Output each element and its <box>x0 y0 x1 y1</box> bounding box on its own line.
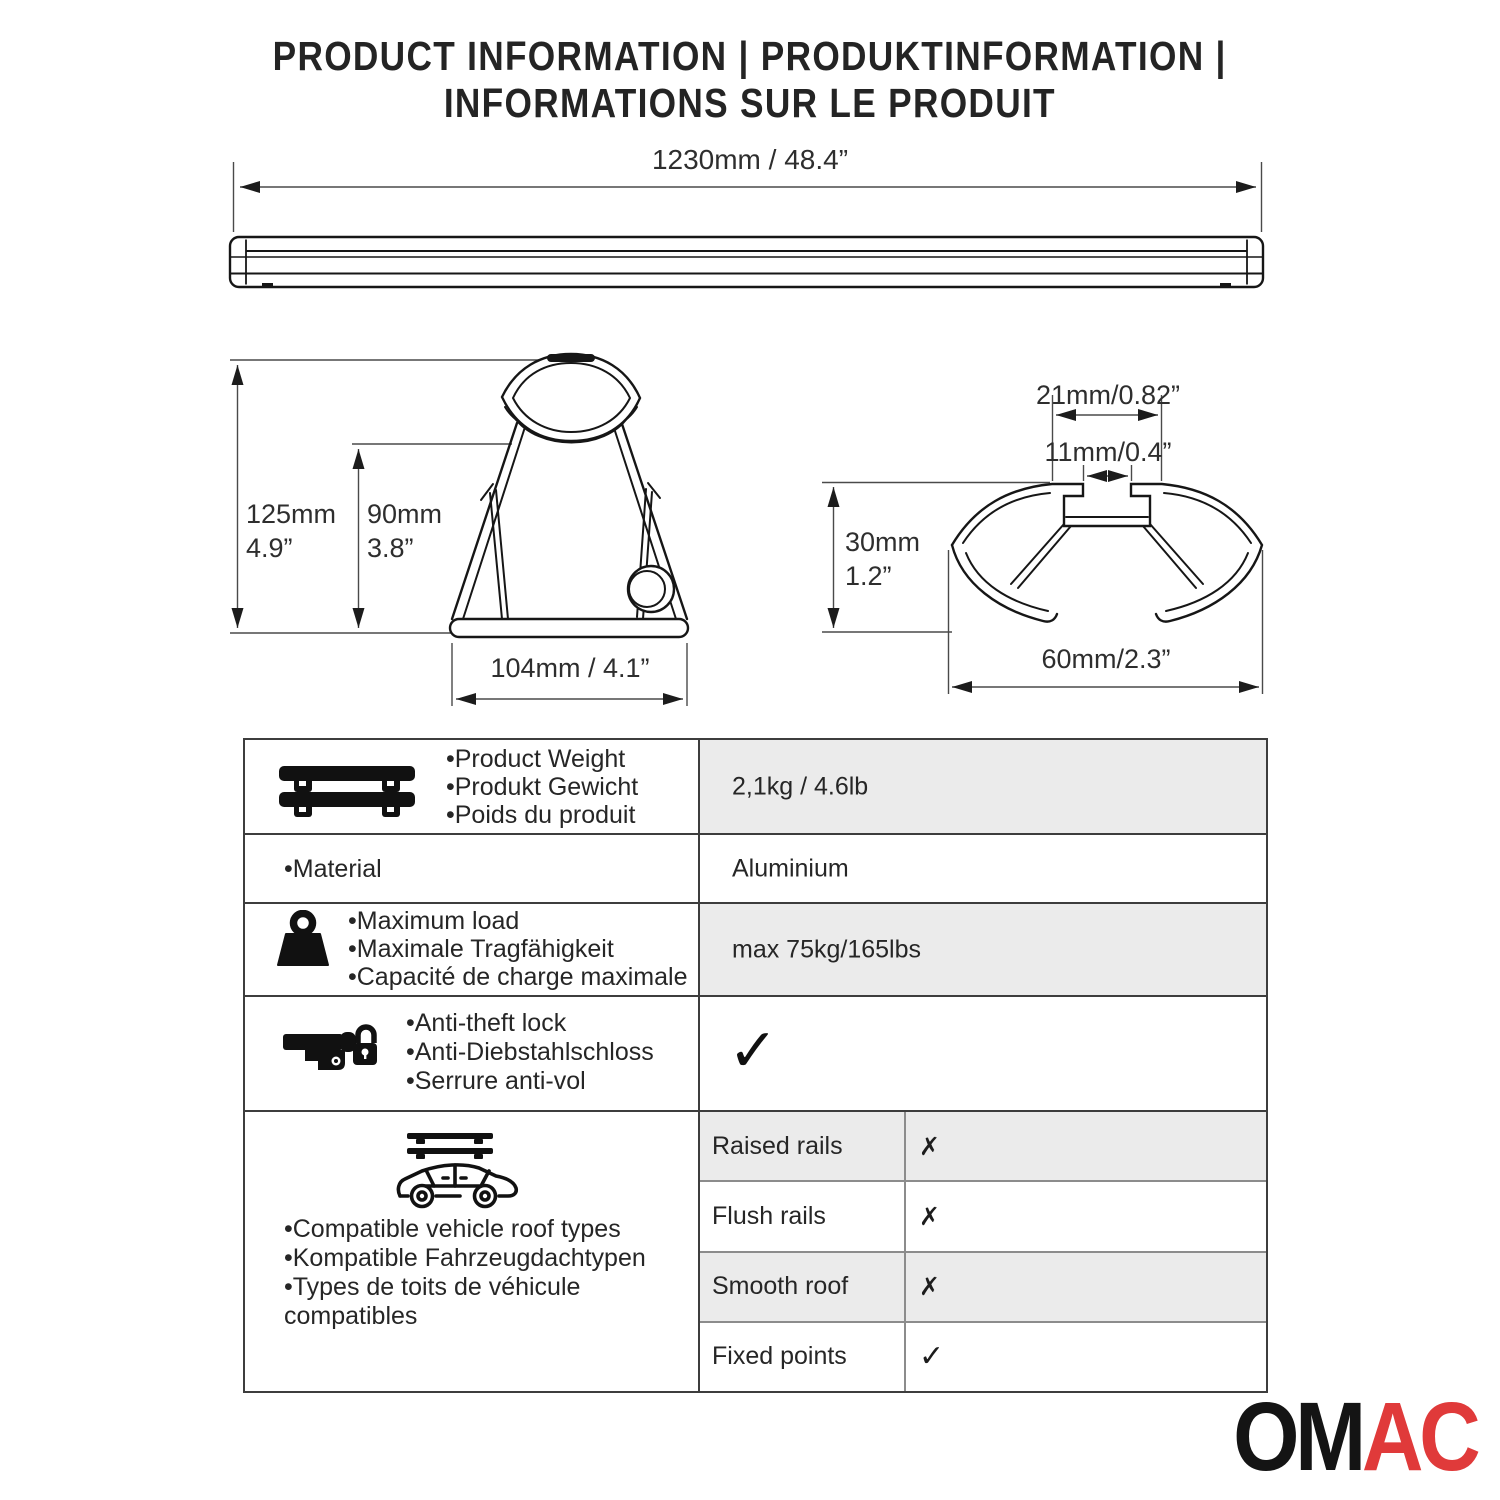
label-line: •Compatible vehicle roof types <box>284 1215 621 1243</box>
profile-outline <box>952 484 1262 622</box>
material-value: Aluminium <box>732 854 849 882</box>
label-line: compatibles <box>284 1302 418 1330</box>
label-line: •Anti-theft lock <box>406 1009 567 1037</box>
label-line: •Maximale Tragfähigkeit <box>348 935 614 963</box>
dim-label-foot-inner-height-in: 3.8” <box>367 533 414 563</box>
bar-profile-section-drawing <box>815 375 1280 705</box>
roof-type-label: Smooth roof <box>700 1253 906 1321</box>
roof-type-row-raised-rails <box>700 1112 1266 1180</box>
label-line: •Product Weight <box>446 745 626 773</box>
label-line: •Material <box>284 854 382 883</box>
dim-label-profile-height-mm: 30mm <box>845 527 921 557</box>
foot-front-view-drawing <box>225 345 705 715</box>
roof-type-row-fixed-points <box>700 1321 1266 1391</box>
row-labels <box>284 855 382 883</box>
crossbar-side-view-drawing <box>220 140 1280 300</box>
table-row-maximum-load <box>245 902 1266 995</box>
page-title-line-2: INFORMATIONS SUR LE PRODUIT <box>443 80 1057 126</box>
dim-label-bar-length: 1230mm / 48.4” <box>651 144 849 175</box>
row-labels <box>406 1009 654 1096</box>
crossbar-outline <box>230 237 1263 287</box>
page-title <box>0 33 1500 127</box>
weight-icon <box>273 910 333 966</box>
roof-type-mark: ✗ <box>919 1131 940 1161</box>
roof-type-label: Fixed points <box>700 1323 906 1391</box>
roof-type-mark: ✗ <box>919 1272 940 1302</box>
roof-type-row-smooth-roof <box>700 1251 1266 1321</box>
roof-type-label: Flush rails <box>700 1182 906 1250</box>
car-roof-icon <box>395 1133 525 1215</box>
roof-type-row-flush-rails <box>700 1180 1266 1250</box>
label-line: •Maximum load <box>348 907 520 935</box>
label-line: •Produkt Gewicht <box>446 773 639 801</box>
dim-label-outer-slot: 21mm/0.82” <box>1035 380 1181 410</box>
label-line: •Anti-Diebstahlschloss <box>406 1038 654 1066</box>
table-row-material <box>245 833 1266 902</box>
label-line: •Kompatible Fahrzeugdachtypen <box>284 1244 646 1272</box>
logo-text-black: OM <box>1232 1382 1362 1491</box>
row-labels <box>284 1215 646 1331</box>
table-row-roof-types <box>245 1110 1266 1391</box>
label-line: •Serrure anti-vol <box>406 1067 586 1095</box>
foot-outline <box>450 354 688 637</box>
label-line: •Poids du produit <box>446 801 636 829</box>
label-line: •Types de toits de véhicule <box>284 1273 581 1301</box>
row-labels <box>446 745 638 829</box>
dim-label-foot-inner-height-mm: 90mm <box>367 499 443 529</box>
omac-logo <box>1200 1382 1476 1491</box>
page-title-line-1: PRODUCT INFORMATION | PRODUKTINFORMATION | <box>272 33 1228 79</box>
logo-text-red: AC <box>1361 1382 1476 1491</box>
roof-type-mark: ✗ <box>919 1201 940 1231</box>
table-row-product-weight <box>245 740 1266 833</box>
product-weight-value: 2,1kg / 4.6lb <box>732 772 869 800</box>
spec-table <box>243 738 1268 1393</box>
dim-label-profile-height-in: 1.2” <box>845 561 892 591</box>
crossbars-icon <box>277 765 417 817</box>
dim-label-profile-width: 60mm/2.3” <box>1041 644 1171 674</box>
maximum-load-value: max 75kg/165lbs <box>732 935 922 963</box>
dim-label-foot-height-mm: 125mm <box>246 499 337 529</box>
table-row-anti-theft-lock <box>245 995 1266 1110</box>
dim-label-foot-width: 104mm / 4.1” <box>490 653 650 683</box>
lock-icon <box>283 1019 378 1074</box>
anti-theft-check-mark: ✓ <box>728 1015 779 1086</box>
dim-label-foot-height-in: 4.9” <box>246 533 293 563</box>
roof-type-label: Raised rails <box>700 1112 906 1180</box>
dim-label-inner-slot: 11mm/0.4” <box>1044 437 1172 467</box>
row-labels <box>348 907 687 991</box>
roof-type-mark: ✓ <box>919 1339 945 1375</box>
label-line: •Capacité de charge maximale <box>348 963 688 991</box>
